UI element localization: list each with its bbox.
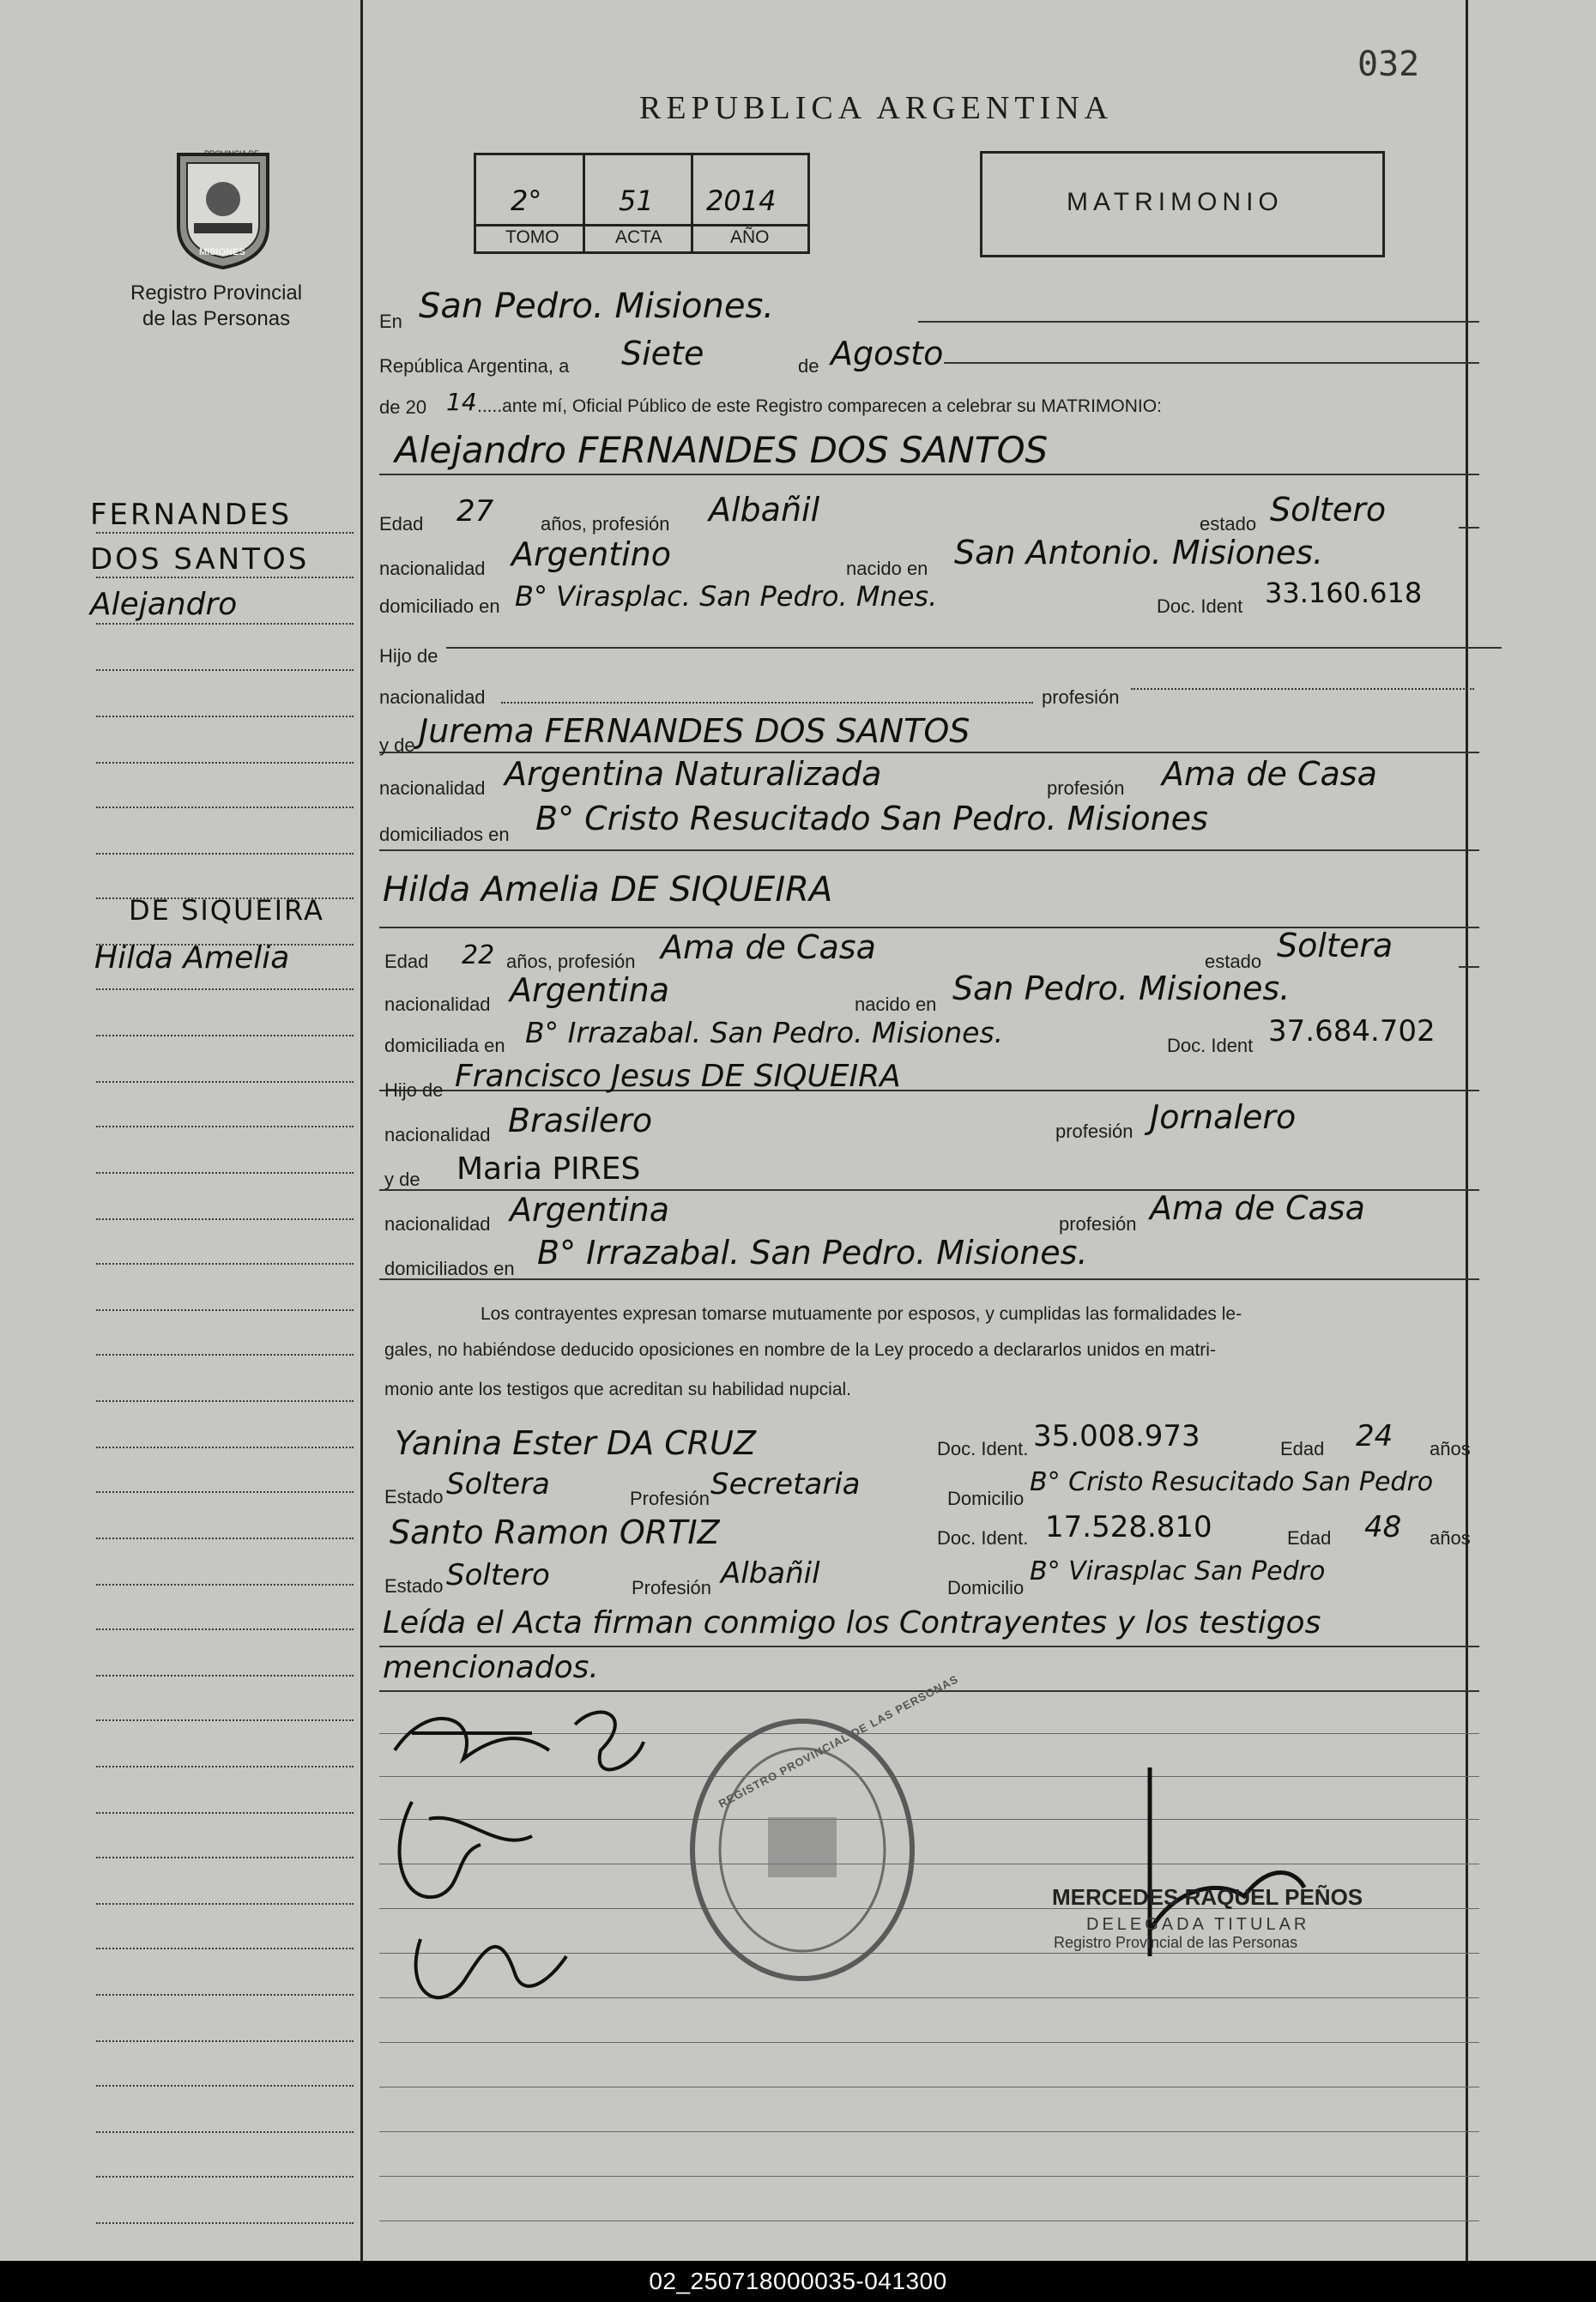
signatures <box>378 1682 704 2042</box>
logo-text-top: PROVINCIA DE <box>204 149 260 158</box>
bride-padre: Francisco Jesus DE SIQUEIRA <box>455 1059 901 1094</box>
bride-nac-label: nacionalidad <box>384 994 491 1015</box>
margin-bride-surname: DE SIQUEIRA <box>129 894 324 927</box>
witness2-domicilio: B° Virasplac San Pedro <box>1030 1556 1326 1586</box>
intro-text: .....ante mí, Oficial Público de este Registro comparecen a celebrar su MATRIMONIO: <box>477 396 1162 416</box>
bride-profesion: Ama de Casa <box>661 928 876 966</box>
bride-estado: Soltera <box>1277 927 1393 964</box>
witness1-prof-label: Profesión <box>630 1488 710 1509</box>
witness1-profesion: Secretaria <box>710 1467 861 1501</box>
groom-madre-nac-label: nacionalidad <box>379 777 486 799</box>
witness2-doc-label: Doc. Ident. <box>937 1527 1029 1549</box>
groom-profesion: Albañil <box>709 491 820 529</box>
tomo-label: TOMO <box>505 227 559 247</box>
bride-padre-prof-label: profesión <box>1055 1121 1134 1142</box>
seal-text: REGISTRO PROVINCIAL DE LAS PERSONAS <box>716 1672 961 1810</box>
official-org: Registro Provincial de las Personas <box>1054 1934 1298 1951</box>
witness2-prof-label: Profesión <box>632 1577 711 1598</box>
place-value: San Pedro. Misiones. <box>419 287 775 326</box>
margin-groom-surname-2: DOS SANTOS <box>90 542 310 577</box>
statement-line3: monio ante los testigos que acreditan su habilidad nupcial. <box>384 1380 852 1399</box>
en-label: En <box>379 311 402 332</box>
margin-groom-given: Alejandro <box>90 587 238 622</box>
record-type: MATRIMONIO <box>1067 188 1284 216</box>
groom-madre-prof: Ama de Casa <box>1162 755 1377 793</box>
bride-madre-nac-label: nacionalidad <box>384 1213 491 1235</box>
official-title: DELEGADA TITULAR <box>1086 1915 1310 1934</box>
de-label: de <box>798 355 819 377</box>
bride-doc: 37.684.702 <box>1268 1014 1436 1048</box>
groom-madre-nac: Argentina Naturalizada <box>505 755 882 793</box>
bride-padre-nac: Brasilero <box>508 1102 653 1139</box>
groom-madre: Jurema FERNANDES DOS SANTOS <box>419 712 970 750</box>
witness1-estado: Soltera <box>446 1467 550 1501</box>
groom-hijo-label: Hijo de <box>379 645 438 667</box>
groom-name: Alejandro FERNANDES DOS SANTOS <box>395 429 1049 471</box>
anio-value: 2014 <box>706 184 777 217</box>
month-value: Agosto <box>831 335 944 372</box>
republica-label: República Argentina, a <box>379 355 570 377</box>
bride-domicilio: B° Irrazabal. San Pedro. Misiones. <box>525 1016 1004 1049</box>
bride-estado-label: estado <box>1205 951 1262 972</box>
groom-edad-label: Edad <box>379 513 424 535</box>
scan-footer: 02_250718000035-041300 <box>0 2261 1596 2302</box>
groom-madre-prof-label: profesión <box>1047 777 1125 799</box>
year-value: 14 <box>446 388 477 416</box>
witness1-estado-label: Estado <box>384 1486 444 1507</box>
margin-groom-surname-1: FERNANDES <box>90 498 293 532</box>
official-name: MERCEDES RAQUEL PEÑOS <box>1052 1884 1363 1910</box>
margin-rule <box>360 0 363 2261</box>
witness1-name: Yanina Ester DA CRUZ <box>395 1424 757 1462</box>
groom-nacido: San Antonio. Misiones. <box>954 534 1324 571</box>
bride-madre-nac: Argentina <box>510 1191 670 1229</box>
closing-note: Leída el Acta firman conmigo los Contrayentes y los testigos mencionados. <box>383 1605 1321 1685</box>
groom-domicilio: B° Virasplac. San Pedro. Mnes. <box>515 580 938 613</box>
witness2-profesion: Albañil <box>721 1556 820 1591</box>
groom-estado: Soltero <box>1270 491 1387 529</box>
bride-nacido-label: nacido en <box>855 994 937 1015</box>
witness2-doc: 17.528.810 <box>1045 1510 1212 1544</box>
bride-madre: Maria PIRES <box>456 1151 641 1187</box>
witness1-domicilio: B° Cristo Resucitado San Pedro <box>1030 1467 1434 1497</box>
bride-edad: 22 <box>462 940 495 970</box>
witness2-estado: Soltero <box>446 1558 550 1592</box>
bride-dom-padres-label: domiciliados en <box>384 1258 515 1279</box>
document-heading: REPUBLICA ARGENTINA <box>639 90 1114 126</box>
anio-label: AÑO <box>730 227 770 247</box>
bride-anos-label: años, profesión <box>506 951 636 972</box>
groom-doc-label: Doc. Ident <box>1157 595 1243 617</box>
witness1-doc-label: Doc. Ident. <box>937 1438 1029 1459</box>
year-label: de 20 <box>379 396 427 418</box>
bride-edad-label: Edad <box>384 951 429 972</box>
groom-edad: 27 <box>456 494 494 529</box>
groom-padre-prof-label: profesión <box>1042 686 1120 708</box>
witness2-name: Santo Ramon ORTIZ <box>390 1514 720 1551</box>
witness2-estado-label: Estado <box>384 1575 444 1597</box>
registry-logo <box>172 148 275 269</box>
witness1-dom-label: Domicilio <box>947 1488 1025 1509</box>
page-number: 032 <box>1357 45 1420 84</box>
bride-ydel-label: y de <box>384 1169 420 1190</box>
day-value: Siete <box>621 335 704 372</box>
groom-anos-label: años, profesión <box>541 513 670 535</box>
logo-text-bottom: MISIONES <box>199 247 245 257</box>
bride-nacionalidad: Argentina <box>510 971 670 1009</box>
witness2-edad-label: Edad <box>1287 1527 1332 1549</box>
witness1-anos-label: años <box>1430 1438 1471 1459</box>
groom-nacionalidad: Argentino <box>511 535 671 573</box>
bride-hijo-label: Hijo de <box>384 1079 444 1101</box>
registry-name-line2: de las Personas <box>142 307 291 330</box>
groom-doc: 33.160.618 <box>1265 577 1423 609</box>
groom-dom-padres: B° Cristo Resucitado San Pedro. Misiones <box>535 800 1208 837</box>
witness2-dom-label: Domicilio <box>947 1577 1025 1598</box>
bride-dom-label: domiciliada en <box>384 1035 505 1056</box>
bride-padre-prof: Jornalero <box>1150 1098 1297 1136</box>
tomo-value: 2° <box>511 184 542 217</box>
groom-ydel-label: y de <box>379 734 415 756</box>
witness1-doc: 35.008.973 <box>1033 1419 1200 1453</box>
groom-dom-padres-label: domiciliados en <box>379 824 510 845</box>
witness2-anos-label: años <box>1430 1527 1471 1549</box>
bride-madre-prof-label: profesión <box>1059 1213 1137 1235</box>
registry-name-line1: Registro Provincial <box>130 281 303 305</box>
groom-estado-label: estado <box>1200 513 1257 535</box>
statement-line1: Los contrayentes expresan tomarse mutuamente por esposos, y cumplidas las formalidades le- <box>481 1304 1242 1324</box>
groom-nac-label: nacionalidad <box>379 558 486 579</box>
acta-label: ACTA <box>615 227 662 247</box>
record-box <box>474 153 810 254</box>
official-seal <box>686 1672 961 1985</box>
bride-nacido: San Pedro. Misiones. <box>952 970 1291 1007</box>
bride-name: Hilda Amelia DE SIQUEIRA <box>383 870 833 909</box>
witness1-edad: 24 <box>1356 1419 1393 1453</box>
margin-bride-given: Hilda Amelia <box>94 940 290 976</box>
record-type-box <box>980 151 1385 257</box>
bride-padre-nac-label: nacionalidad <box>384 1124 491 1145</box>
acta-value: 51 <box>619 184 654 217</box>
bride-dom-padres: B° Irrazabal. San Pedro. Misiones. <box>537 1234 1088 1272</box>
statement-line2: gales, no habiéndose deducido oposiciones en nombre de la Ley procedo a declararlos unidos en matri- <box>384 1340 1216 1360</box>
bride-doc-label: Doc. Ident <box>1167 1035 1254 1056</box>
groom-padre-nac-label: nacionalidad <box>379 686 486 708</box>
witness1-edad-label: Edad <box>1280 1438 1325 1459</box>
right-rule <box>1466 0 1468 2261</box>
witness2-edad: 48 <box>1364 1510 1402 1544</box>
bride-madre-prof: Ama de Casa <box>1150 1189 1365 1227</box>
groom-nacido-label: nacido en <box>846 558 928 579</box>
groom-dom-label: domiciliado en <box>379 595 500 617</box>
